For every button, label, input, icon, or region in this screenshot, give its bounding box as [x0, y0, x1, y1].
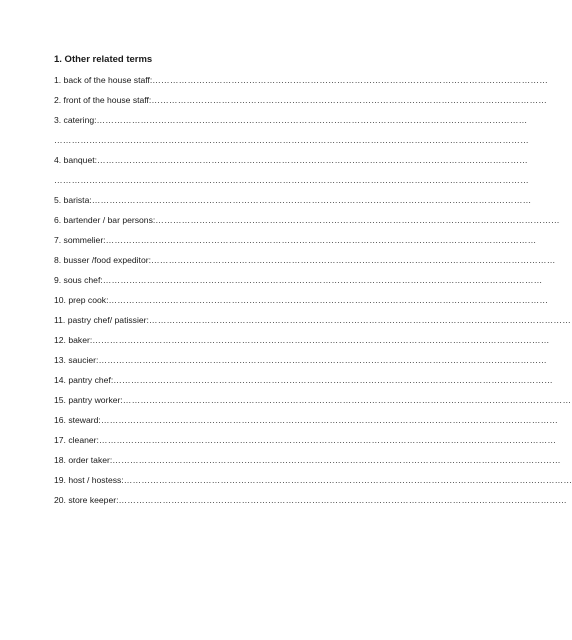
- term-line: [54, 474, 572, 494]
- term-line: [54, 354, 547, 374]
- answer-dots: ……………………………………………………………………………………………………………………………………: [113, 375, 553, 385]
- term-label: 5. barista:: [54, 195, 92, 205]
- term-line: [54, 394, 572, 414]
- term-line: [54, 154, 528, 174]
- term-label: 13. saucier:: [54, 355, 99, 365]
- term-label: 14. pantry chef:: [54, 375, 114, 385]
- term-label: 1. back of the house staff:: [54, 75, 153, 85]
- answer-dots: ………………………………………………………………………………………………………………………………………: [122, 395, 572, 405]
- term-label: 12. baker:: [54, 335, 93, 345]
- term-label: 9. sous chef:: [54, 275, 103, 285]
- term-line: [54, 294, 549, 314]
- answer-dots: ……………………………………………………………………………………………………………………………………: [102, 275, 543, 285]
- answer-dots: …………………………………………………………………………………………………………………………………………: [98, 435, 557, 445]
- term-label: 19. host / hostess:: [54, 475, 124, 485]
- answer-dots: …………………………………………………………………………………………………………………………………: [97, 155, 528, 165]
- answer-dots: ………………………………………………………………………………………………………………………………………………: [54, 135, 529, 145]
- term-label: 17. cleaner:: [54, 435, 99, 445]
- term-line: [54, 94, 548, 114]
- answer-dots: ……………………………………………………………………………………………………………………………………: [108, 295, 549, 305]
- term-label: 16. steward:: [54, 415, 101, 425]
- answer-dots: ………………………………………………………………………………………………………………………………………………: [54, 175, 529, 185]
- term-line: [54, 194, 532, 214]
- continuation-line: [54, 174, 529, 194]
- term-label: 18. order taker:: [54, 455, 113, 465]
- answer-dots: …………………………………………………………………………………………………………………………: [150, 255, 556, 265]
- answer-dots: ………………………………………………………………………………………………………………………………: [148, 315, 572, 325]
- term-line: [54, 114, 528, 134]
- term-line: [54, 214, 560, 234]
- answer-dots: ………………………………………………………………………………………………………………………………………: [98, 355, 547, 365]
- term-line: [54, 334, 550, 354]
- term-line: [54, 274, 543, 294]
- answer-dots: …………………………………………………………………………………………………………………………………………: [100, 415, 559, 425]
- term-label: 20. store keeper:: [54, 495, 119, 505]
- term-label: 3. catering:: [54, 115, 97, 125]
- term-line: [54, 74, 548, 94]
- term-label: 11. pastry chef/ patissier:: [54, 315, 149, 325]
- term-line: [54, 314, 572, 334]
- term-line: [54, 374, 553, 394]
- term-label: 4. banquet:: [54, 155, 98, 165]
- answer-dots: ………………………………………………………………………………………………………………………………………: [112, 455, 561, 465]
- answer-dots: …………………………………………………………………………………………………………………………………………: [92, 335, 550, 345]
- term-label: 6. bartender / bar persons:: [54, 215, 156, 225]
- answer-dots: ………………………………………………………………………………………………………………………: [151, 95, 548, 105]
- answer-dots: …………………………………………………………………………………………………………………………: [155, 215, 560, 225]
- term-label: 7. sommelier:: [54, 235, 106, 245]
- term-line: [54, 414, 559, 434]
- term-line: [54, 234, 537, 254]
- term-line: [54, 434, 557, 454]
- answer-dots: …………………………………………………………………………………………………………………………………: [96, 115, 528, 125]
- answer-dots: ………………………………………………………………………………………………………………………: [152, 75, 548, 85]
- term-label: 2. front of the house staff:: [54, 95, 152, 105]
- term-label: 8. busser /food expeditor:: [54, 255, 151, 265]
- answer-dots: ……………………………………………………………………………………………………………………………………: [91, 195, 532, 205]
- term-label: 10. prep cook:: [54, 295, 109, 305]
- continuation-line: [54, 134, 529, 154]
- answer-dots: ………………………………………………………………………………………………………………………………………: [123, 475, 572, 485]
- term-line: [54, 454, 561, 474]
- answer-dots: ………………………………………………………………………………………………………………………………………: [118, 495, 567, 505]
- section-heading: 1. Other related terms: [54, 54, 153, 65]
- term-line: [54, 254, 556, 274]
- answer-dots: …………………………………………………………………………………………………………………………………: [105, 235, 537, 245]
- terms-list: [54, 74, 572, 514]
- term-label: 15. pantry worker:: [54, 395, 123, 405]
- term-line: [54, 494, 567, 514]
